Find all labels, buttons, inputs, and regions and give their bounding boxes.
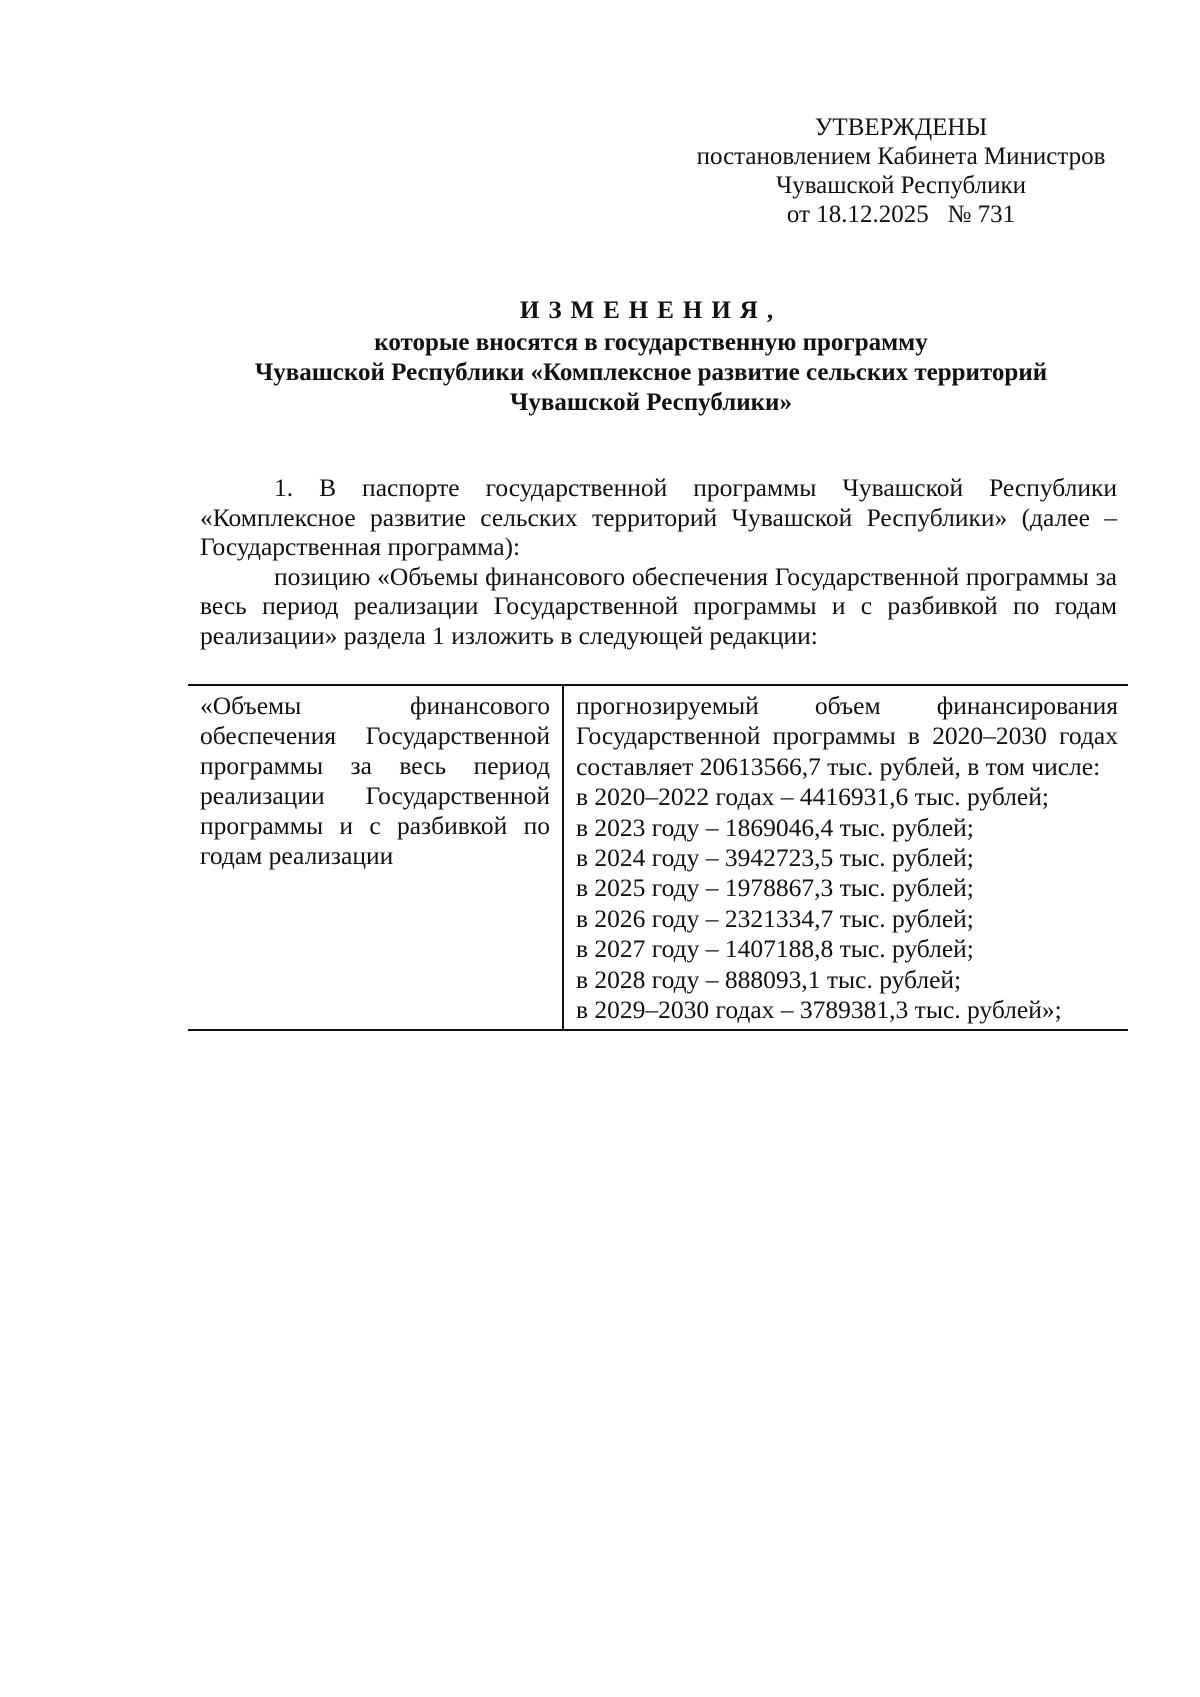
financing-line: в 2027 году – 1407188,8 тыс. рублей; [576,934,974,964]
approval-authority: постановлением Кабинета Министров [696,143,1106,170]
approval-stamp-block [686,113,1116,229]
heading-subtitle-line3: Чувашской Республики» [510,389,792,416]
financing-line: в 2024 году – 3942723,5 тыс. рублей; [576,843,974,873]
paragraph-2: позицию «Объемы финансового обеспечения Государственной программы за весь период реализации Государственной программы и с разбивкой по годам реализации» раздела 1 изложить в следующей редакции: [200,561,1117,650]
financing-intro: прогнозируемый объем финансирования Государственной программы в 2020–2030 годах составляет 20613566,7 тыс. рублей, в том числе: [576,691,1118,781]
financing-line: в 2026 году – 2321334,7 тыс. рублей; [576,903,974,933]
approval-date-number: от 18.12.2025 № 731 [786,201,1016,228]
document-body [200,473,1117,651]
paragraph-1: 1. В паспорте государственной программы Чувашской Республики «Комплексное развитие сельских территорий Чувашской Республики» (далее – Государственная программа): [200,473,1117,562]
approval-title: УТВЕРЖДЕНЫ [814,114,988,141]
heading-subtitle-line1: которые вносятся в государственную программу [374,329,928,356]
financing-line: в 2029–2030 годах – 3789381,3 тыс. рублей»; [576,995,1062,1025]
financing-line: в 2020–2022 годах – 4416931,6 тыс. рублей; [576,782,1049,812]
table-right-cell [564,686,1128,1029]
financing-line: в 2028 году – 888093,1 тыс. рублей; [576,964,962,994]
heading-title: ИЗМЕНЕНИЯ, [519,297,783,324]
document-heading [190,296,1112,418]
financing-line: в 2025 году – 1978867,3 тыс. рублей; [576,873,974,903]
approval-region: Чувашской Республики [775,172,1027,199]
financing-line: в 2023 году – 1869046,4 тыс. рублей; [576,812,974,842]
financing-table [188,684,1128,1031]
table-left-cell: «Объемы финансового обеспечения Государственной программы за весь период реализации Государственной программы и с разбивкой по годам реализации [188,686,564,1029]
heading-subtitle-line2: Чувашской Республики «Комплексное развитие сельских территорий [254,359,1048,386]
